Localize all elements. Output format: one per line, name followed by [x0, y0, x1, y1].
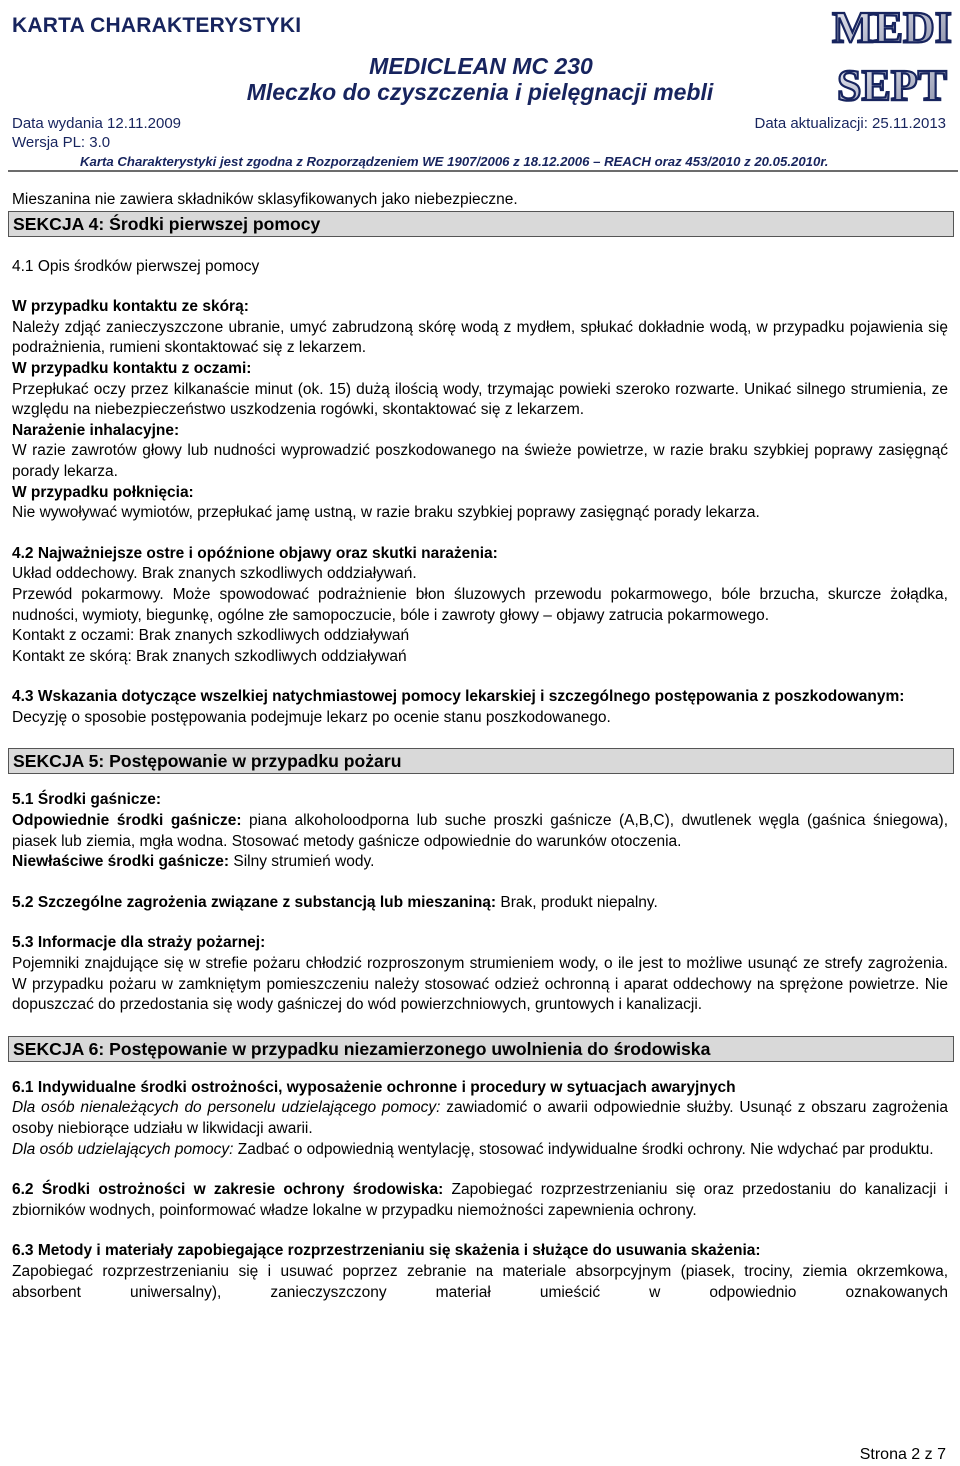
swallowing-text: Nie wywoływać wymiotów, przepłukać jamę ustną, w razie braku szybkiej poprawy zasięgnąć porady lekarza. — [12, 504, 760, 522]
responders-label: Dla osób udzielających pomocy: — [12, 1140, 234, 1158]
subsection-4-2-title: 4.2 Najważniejsze ostre i opóźnione objawy oraz skutki narażenia: — [12, 544, 498, 562]
eye-contact-label: W przypadku kontaktu z oczami: — [12, 359, 252, 377]
subsection-4-3-title: 4.3 Wskazania dotyczące wszelkiej natychmiastowej pomocy lekarskiej i szczególnego postępowania z poszkodowanym: — [12, 688, 905, 706]
skin-contact-text: Należy zdjąć zanieczyszczone ubranie, umyć zabrudzoną skórę wodą z mydłem, spłukać dokładnie wodą, w przypadku pojawienia się podrażnienia, rumieni skontaktować się z lekarzem. — [12, 318, 948, 357]
section-5-heading: SEKCJA 5: Postępowanie w przypadku pożaru — [8, 748, 954, 774]
version-label: Wersja PL: 3.0 — [12, 134, 111, 151]
eye-contact-text: Przepłukać oczy przez kilkanaście minut (ok. 15) dużą ilością wody, trzymając powieki szeroko rozwarte. Unikać silnego strumienia, ze względu na niebezpieczeństwo uszkodzenia rogówki, skontaktować się z lekarzem. — [12, 380, 948, 419]
symptom-respiratory: Układ oddechowy. Brak znanych szkodliwych oddziaływań. — [12, 565, 417, 583]
subsection-5-1-title: 5.1 Środki gaśnicze: — [12, 791, 162, 809]
document-body — [12, 190, 948, 1303]
section-4-heading: SEKCJA 4: Środki pierwszej pomocy — [8, 211, 954, 237]
suitable-media-text: piana alkoholoodporna lub suche proszki gaśnicze (A,B,C), dwutlenek węgla (gaśnica śniegowa), piasek lub ziemia, mgła wodna. Stosować metody gaśnicze odpowiednie do warunków otoczenia. — [12, 812, 948, 850]
unsuitable-media-text: Silny strumień wody. — [229, 853, 375, 871]
symptom-skin: Kontakt ze skórą: Brak znanych szkodliwych oddziaływań — [12, 647, 407, 665]
symptom-eyes: Kontakt z oczami: Brak znanych szkodliwych oddziaływań — [12, 627, 410, 645]
subsection-6-2-title: 6.2 Środki ostrożności w zakresie ochrony środowiska: — [12, 1181, 444, 1199]
non-responders-label: Dla osób nienależących do personelu udzielającego pomocy: — [12, 1099, 441, 1117]
subsection-6-1-title: 6.1 Indywidualne środki ostrożności, wyposażenie ochronne i procedury w sytuacjach awaryjnych — [12, 1078, 736, 1096]
symptom-digestive: Przewód pokarmowy. Może spowodować podrażnienie błon śluzowych przewodu pokarmowego, bóle brzucha, skurcze żołądka, nudności, wymioty, biegunkę, ogólne złe samopoczucie, bóle i zawroty głowy – objawy zatrucia pokarmowego. — [12, 585, 948, 624]
skin-contact-label: W przypadku kontaktu ze skórą: — [12, 298, 249, 316]
subsection-5-3-text: Pojemniki znajdujące się w strefie pożaru chłodzić rozproszonym strumieniem wody, o ile jest to możliwe usunąć ze strefy zagrożenia. W przypadku pożaru w zamkniętym pomieszczeniu należy stosować odzież ochronną i aparat oddechowy na sprężone powietrze. Nie dopuszczać do przedostania się wody gaśniczej do wód powierzchniowych, gruntowych i kanalizacji. — [12, 955, 948, 1014]
regulation-note: Karta Charakterystyki jest zgodna z Rozporządzeniem WE 1907/2006 z 18.12.2006 – REACH oraz 453/2010 z 20.05.2010r. — [80, 154, 829, 169]
subsection-6-2-text: Zapobiegać rozprzestrzenianiu się oraz przedostaniu do kanalizacji i zbiorników wodnych, poinformować władze lokalne w przypadku niemożności zapewnienia ochrony. — [12, 1181, 948, 1219]
subsection-5-3-title: 5.3 Informacje dla straży pożarnej: — [12, 934, 266, 952]
subsection-6-3-title: 6.3 Metody i materiały zapobiegające rozprzestrzenianiu się skażenia i służące do usuwania skażenia: — [12, 1242, 761, 1260]
intro-text: Mieszanina nie zawiera składników sklasyfikowanych jako niebezpieczne. — [12, 191, 518, 208]
unsuitable-media-label: Niewłaściwe środki gaśnicze: — [12, 853, 230, 871]
non-responders-text: zawiadomić o awarii odpowiednie służby. Usunąć z obszaru zagrożenia osoby niebiorące udziału w likwidacji awarii. — [12, 1099, 948, 1137]
suitable-media-label: Odpowiednie środki gaśnicze: — [12, 812, 242, 830]
document-type-title: KARTA CHARAKTERYSTYKI — [12, 14, 302, 37]
logo-text-top: MEDI — [832, 3, 952, 52]
issue-date: Data wydania 12.11.2009 — [12, 115, 182, 132]
subsection-4-1-title: 4.1 Opis środków pierwszej pomocy — [12, 257, 260, 275]
subsection-5-2-text: Brak, produkt niepalny. — [496, 893, 658, 911]
subsection-5-2-title: 5.2 Szczególne zagrożenia związane z substancją lub mieszaniną: — [12, 893, 497, 911]
header-divider — [8, 170, 958, 172]
page-number: Strona 2 z 7 — [859, 1446, 946, 1463]
product-description: Mleczko do czyszczenia i pielęgnacji mebli — [246, 79, 714, 105]
subsection-4-3-text: Decyzję o sposobie postępowania podejmuje lekarz po ocenie stanu poszkodowanego. — [12, 708, 611, 726]
document-header — [0, 0, 960, 172]
update-date: Data aktualizacji: 25.11.2013 — [754, 115, 946, 132]
inhalation-text: W razie zawrotów głowy lub nudności wyprowadzić poszkodowanego na świeże powietrze, w razie braku szybkiej poprawy zasięgnąć porady lekarza. — [12, 442, 948, 480]
swallowing-label: W przypadku połknięcia: — [12, 483, 194, 501]
section-6-heading: SEKCJA 6: Postępowanie w przypadku niezamierzonego uwolnienia do środowiska — [8, 1036, 954, 1062]
subsection-6-3-text: Zapobiegać rozprzestrzenianiu się i usuwać poprzez zebranie na materiale absorpcyjnym (piasek, trociny, ziemia okrzemkowa, absorbent uniwersalny), zanieczyszczony materiał umieścić w odpowiednio oznakowanych — [12, 1262, 948, 1301]
inhalation-label: Narażenie inhalacyjne: — [12, 421, 180, 439]
product-name: MEDICLEAN MC 230 — [369, 53, 593, 79]
responders-text: Zadbać o odpowiednią wentylację, stosować indywidualne środki ochrony. Nie wdychać par produktu. — [233, 1140, 934, 1158]
logo-text-bottom: SEPT — [836, 61, 948, 108]
